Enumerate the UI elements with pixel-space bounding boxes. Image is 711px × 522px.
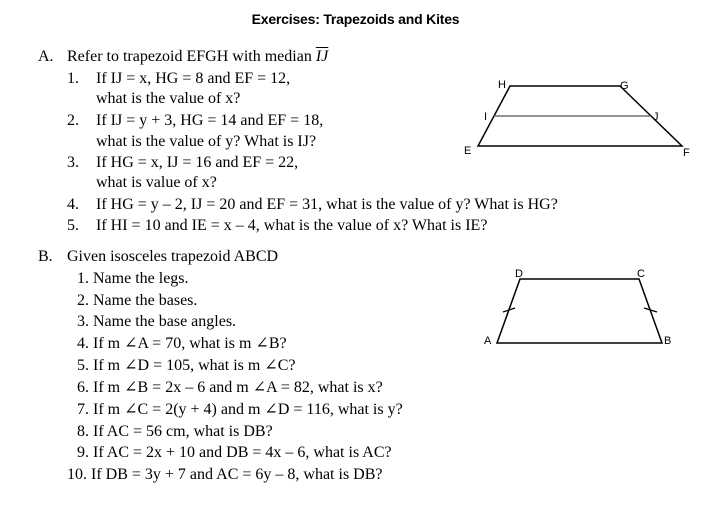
- b-item-4: 4. If m ∠A = 70, what is m ∠B?: [77, 335, 287, 352]
- section-a-letter: A.: [38, 48, 54, 65]
- a-item-2-line1: If IJ = y + 3, HG = 14 and EF = 18,: [96, 112, 324, 129]
- a-item-4-line1: If HG = y – 2, IJ = 20 and EF = 31, what is the value of y? What is HG?: [96, 196, 558, 213]
- b-item-2: 2. Name the bases.: [77, 292, 198, 309]
- section-b-letter: B.: [38, 248, 53, 265]
- trapezoid-abcd-figure: [482, 266, 682, 351]
- b-item-6: 6. If m ∠B = 2x – 6 and m ∠A = 82, what is x?: [77, 379, 383, 396]
- label-f: F: [683, 147, 690, 159]
- label-g: G: [620, 80, 629, 92]
- a-item-1-line1: If IJ = x, HG = 8 and EF = 12,: [96, 70, 291, 87]
- median-label: $\overline{IJ}$: [315, 48, 329, 65]
- a-item-1-number: 1.: [67, 70, 79, 87]
- page-title: Exercises: Trapezoids and Kites: [251, 11, 460, 27]
- a-item-3-line1: If HG = x, IJ = 16 and EF = 22,: [96, 154, 299, 171]
- label-c: C: [637, 268, 645, 280]
- b-item-9: 9. If AC = 2x + 10 and DB = 4x – 6, what is AC?: [77, 444, 392, 461]
- a-item-2-line2: what is the value of y? What is IJ?: [96, 133, 317, 150]
- a-item-5-line1: If HI = 10 and IE = x – 4, what is the value of x? What is IE?: [96, 217, 488, 234]
- a-item-4-number: 4.: [67, 196, 79, 213]
- label-h: H: [498, 79, 506, 91]
- section-a-intro-text: Refer to trapezoid EFGH with median: [67, 48, 316, 65]
- b-item-7: 7. If m ∠C = 2(y + 4) and m ∠D = 116, what is y?: [77, 401, 403, 418]
- a-item-2-number: 2.: [67, 112, 79, 129]
- a-item-5-number: 5.: [67, 217, 79, 234]
- b-item-1: 1. Name the legs.: [77, 270, 189, 287]
- label-a: A: [484, 335, 492, 347]
- label-j: J: [653, 111, 659, 123]
- a-item-3-line2: what is value of x?: [96, 174, 217, 191]
- section-b-intro: Given isosceles trapezoid ABCD: [67, 248, 279, 265]
- b-item-3: 3. Name the base angles.: [77, 313, 237, 330]
- label-d: D: [515, 268, 523, 280]
- trapezoid-abcd-outline: [497, 279, 662, 343]
- a-item-1-line2: what is the value of x?: [96, 90, 241, 107]
- label-i: I: [484, 111, 488, 123]
- trapezoid-efgh-figure: [464, 76, 690, 166]
- section-a-intro: [67, 47, 328, 67]
- a-item-3-number: 3.: [67, 154, 79, 171]
- label-e: E: [464, 145, 472, 157]
- b-item-10: 10. If DB = 3y + 7 and AC = 6y – 8, what is DB?: [67, 466, 383, 483]
- b-item-8: 8. If AC = 56 cm, what is DB?: [77, 423, 273, 440]
- b-item-5: 5. If m ∠D = 105, what is m ∠C?: [77, 357, 296, 374]
- label-b: B: [664, 335, 672, 347]
